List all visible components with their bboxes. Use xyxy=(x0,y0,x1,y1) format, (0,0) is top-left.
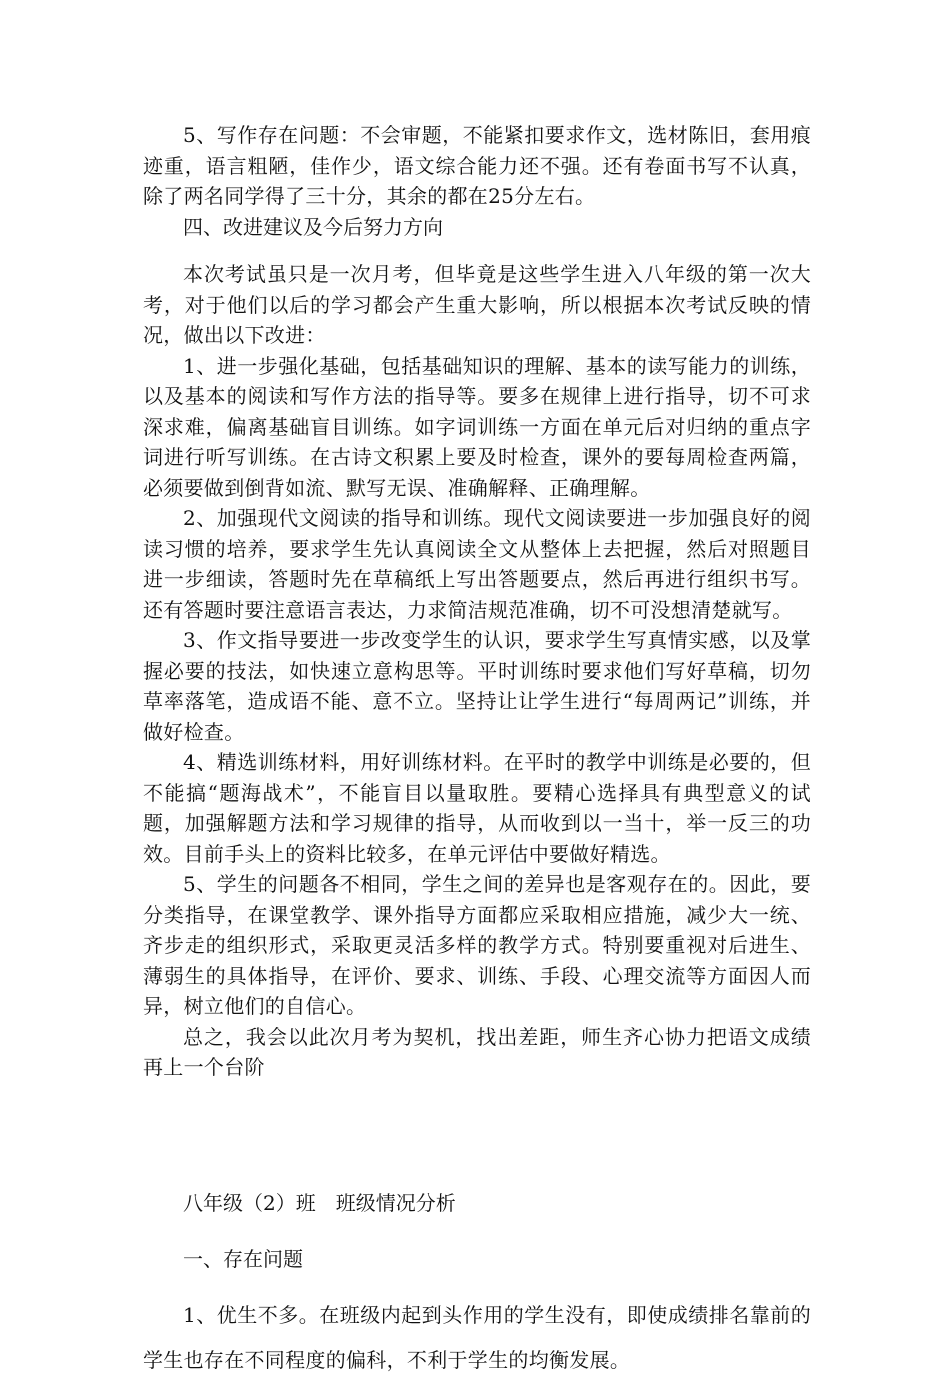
spacer xyxy=(143,1083,811,1181)
problem-1-paragraph: 1、优生不多。在班级内起到头作用的学生没有，即使成绩排名靠前的学生也存在不同程度的偏科，不利于学生的均衡发展。 xyxy=(143,1302,811,1372)
writing-problems-paragraph: 5、写作存在问题：不会审题，不能紧扣要求作文，选材陈旧，套用痕迹重，语言粗陋，佳作少，语文综合能力还不强。还有卷面书写不认真，除了两名同学得了三十分，其余的都在25分左右。 xyxy=(143,123,811,208)
improvement-intro-paragraph: 本次考试虽只是一次月考，但毕竟是这些学生进入八年级的第一次大考，对于他们以后的学习都会产生重大影响，所以根据本次考试反映的情况，做出以下改进： xyxy=(143,262,811,347)
suggestion-5-paragraph: 5、学生的问题各不相同，学生之间的差异也是客观存在的。因此，要分类指导，在课堂教学、课外指导方面都应采取相应措施，减少大一统、齐步走的组织形式，采取更灵活多样的教学方式。特别要重视对后进生、薄弱生的具体指导，在评价、要求、训练、手段、心理交流等方面因人而异，树立他们的自信心。 xyxy=(143,872,811,1018)
existing-problems-heading: 一、存在问题 xyxy=(183,1246,303,1271)
suggestion-4-paragraph: 4、精选训练材料，用好训练材料。在平时的教学中训练是必要的，但不能搞“题海战术”，不能盲目以量取胜。要精心选择具有典型意义的试题，加强解题方法和学习规律的指导，从而收到以一当十，举一反三的功效。目前手头上的资料比较多，在单元评估中要做好精选。 xyxy=(143,750,811,866)
suggestion-2-paragraph: 2、加强现代文阅读的指导和训练。现代文阅读要进一步加强良好的阅读习惯的培养，要求学生先认真阅读全文从整体上去把握，然后对照题目进一步细读，答题时先在草稿纸上写出答题要点，然后再进行组织书写。还有答题时要注意语言表达，力求简洁规范准确，切不可没想清楚就写。 xyxy=(143,506,811,622)
class-analysis-section xyxy=(143,1181,811,1383)
section-heading-improvement: 四、改进建议及今后努力方向 xyxy=(183,214,443,239)
document-page xyxy=(143,120,811,1383)
suggestion-3-paragraph: 3、作文指导要进一步改变学生的认识，要求学生写真情实感，以及掌握必要的技法，如快速立意构思等。平时训练时要求他们写好草稿，切勿草率落笔，造成语不能、意不立。坚持让让学生进行“每周两记”训练，并做好检查。 xyxy=(143,628,811,744)
summary-paragraph: 总之，我会以此次月考为契机，找出差距，师生齐心协力把语文成绩再上一个台阶 xyxy=(143,1024,811,1079)
class-analysis-title: 八年级（2）班 班级情况分析 xyxy=(183,1190,456,1215)
suggestion-1-paragraph: 1、进一步强化基础，包括基础知识的理解、基本的读写能力的训练，以及基本的阅读和写作方法的指导等。要多在规律上进行指导，切不可求深求难，偏离基础盲目训练。如字词训练一方面在单元后对归纳的重点字词进行听写训练。在古诗文积累上要及时检查，课外的要每周检查两篇，必须要做到倒背如流、默写无误、准确解释、正确理解。 xyxy=(143,353,811,500)
spacer xyxy=(143,242,811,259)
